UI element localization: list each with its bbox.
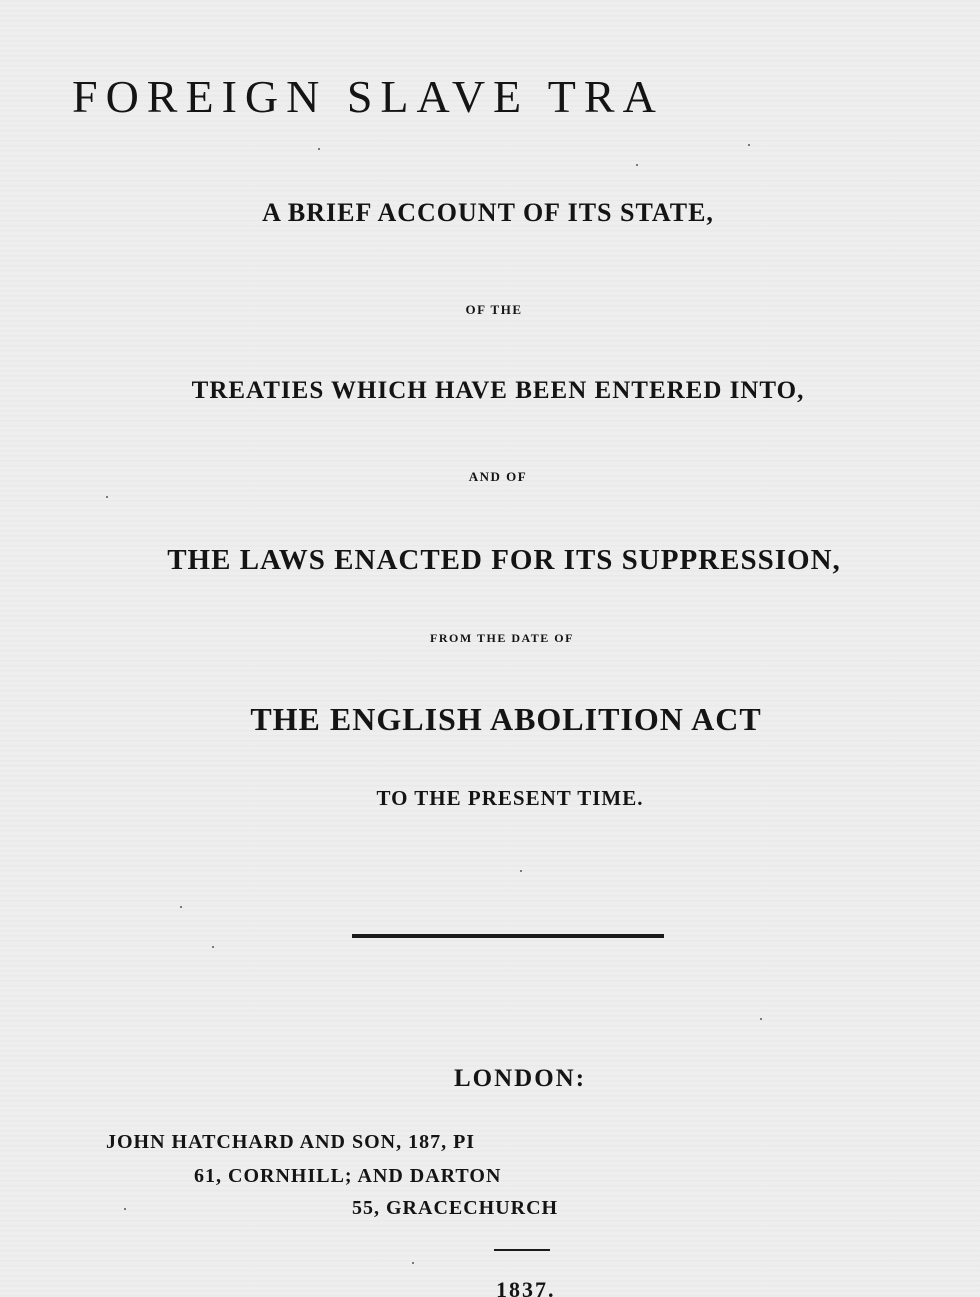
short-rule [494,1249,550,1251]
scan-speck [520,870,522,872]
scan-speck [636,164,638,166]
connector-and-of: AND OF [468,469,528,484]
connector-of-the: OF THE [465,302,523,317]
scan-speck [212,946,214,948]
subtitle-laws-enacted: THE LAWS ENACTED FOR ITS SUPPRESSION, [167,544,841,576]
imprint-year: 1837. [496,1277,556,1297]
subtitle-treaties: TREATIES WHICH HAVE BEEN ENTERED INTO, [191,377,805,404]
scan-speck [180,906,182,908]
imprint-publisher-line-3: 55, GRACECHURCH [352,1197,559,1219]
imprint-publisher-line-2: 61, CORNHILL; AND DARTON [194,1165,502,1187]
book-title: FOREIGN SLAVE TRA [72,71,664,122]
scan-speck [318,148,320,150]
imprint-city: LONDON: [453,1065,587,1092]
connector-from-the-date-of: FROM THE DATE OF [430,631,574,645]
imprint-publisher-line-1: JOHN HATCHARD AND SON, 187, PI [106,1131,476,1153]
scan-speck [106,496,108,498]
subtitle-present-time: TO THE PRESENT TIME. [376,786,644,810]
subtitle-english-abolition-act: THE ENGLISH ABOLITION ACT [250,701,762,737]
scan-speck [760,1018,762,1020]
scan-speck [412,1262,414,1264]
subtitle-brief-account: A BRIEF ACCOUNT OF ITS STATE, [262,198,714,227]
scan-speck [124,1208,126,1210]
divider-rule [352,934,664,938]
scan-speck [748,144,750,146]
